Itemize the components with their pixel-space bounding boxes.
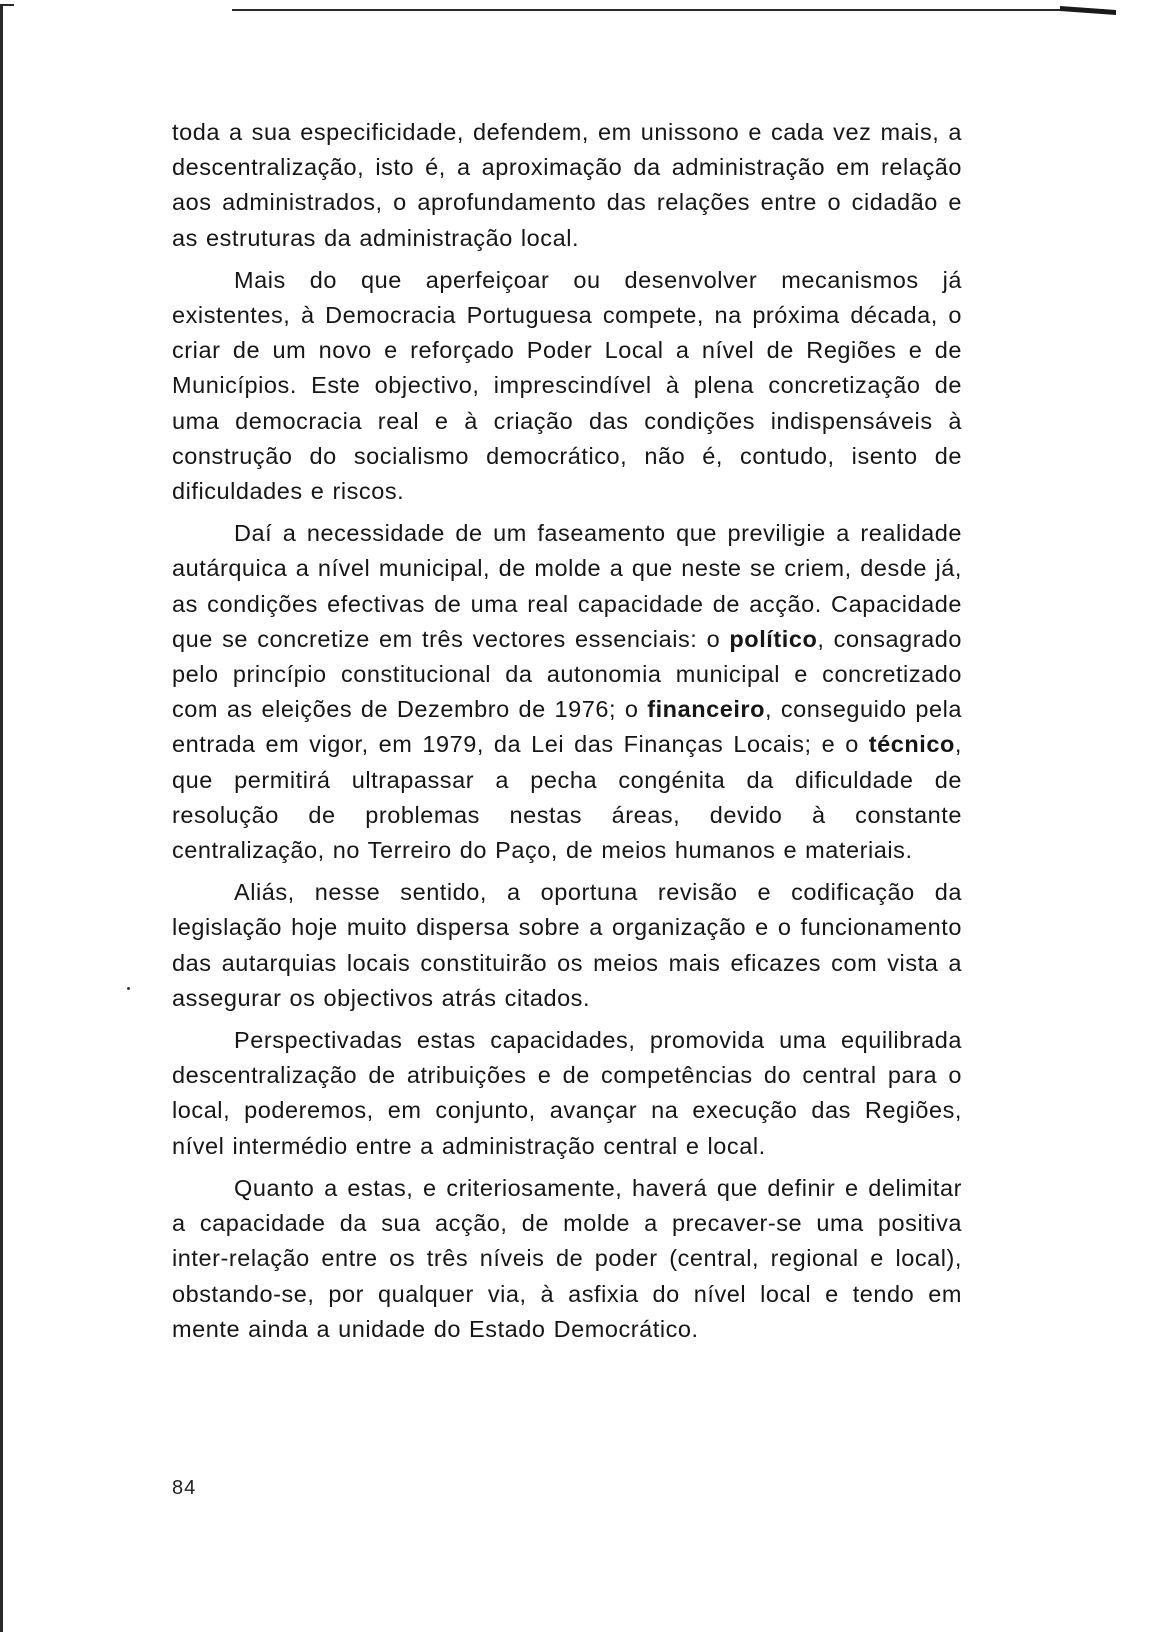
page-number: 84 — [172, 1477, 197, 1499]
paragraph-3 — [172, 516, 962, 868]
paragraph-5 — [172, 1023, 962, 1164]
paragraph-1 — [172, 115, 962, 256]
paragraph-3-text-part-2: , consagrado pelo princípio constitucional da autonomia municipal e concretizado com as eleições de Dezembro de 1976; o — [172, 625, 962, 723]
term-tecnico: técnico — [868, 731, 955, 758]
paragraph-1-text: toda a sua especificidade, defendem, em unissono e cada vez mais, a descentralização, isto é, a aproximação da administração em relação aos administrados, o aprofundamento das relações entre o cidadão e as estruturas da administração local. — [172, 119, 962, 251]
page-body — [172, 115, 962, 1354]
scan-speck — [127, 987, 130, 990]
paragraph-2 — [172, 263, 962, 509]
paragraph-3-text-part-4: , que permitirá ultrapassar a pecha congénita da dificuldade de resolução de problemas nestas áreas, devido à constante centralização, no Terreiro do Paço, de meios humanos e materiais. — [172, 731, 962, 864]
paragraph-3-text-part-3: , conseguido pela entrada em vigor, em 1979, da Lei das Finanças Locais; e o — [172, 696, 962, 758]
paragraph-4-text: Aliás, nesse sentido, a oportuna revisão e codificação da legislação hoje muito dispersa sobre a organização e o funcionamento das autarquias locais constituirão os meios mais eficazes com vista a assegurar os objectivos atrás citados. — [172, 879, 962, 1011]
scan-left-edge — [0, 4, 3, 1632]
term-financeiro: financeiro — [647, 696, 766, 723]
paragraph-6 — [172, 1171, 962, 1347]
scan-corner-mark — [0, 4, 14, 6]
paragraph-2-text: Mais do que aperfeiçoar ou desenvolver mecanismos já existentes, à Democracia Portuguesa compete, na próxima década, o criar de um novo e reforçado Poder Local a nível de Regiões e de Municípios. Este objectivo, imprescindível à plena concretização de uma democracia real e à criação das condições indispensáveis à construção do socialismo democrático, não é, contudo, isento de dificuldades e riscos. — [172, 266, 962, 505]
scan-top-rule — [232, 9, 1104, 11]
term-politico: político — [729, 625, 818, 652]
paragraph-5-text: Perspectivadas estas capacidades, promovida uma equilibrada descentralização de atribuições e de competências do central para o local, poderemos, em conjunto, avançar na execução das Regiões, nível intermédio entre a administração central e local. — [172, 1027, 962, 1159]
paragraph-3-text-part-1: Daí a necessidade de um faseamento que previligie a realidade autárquica a nível municipal, de molde a que neste se criem, desde já, as condições efectivas de uma real capacidade de acção. Capacidade que se concretize em três vectores essenciais: o — [172, 520, 962, 652]
paragraph-6-text: Quanto a estas, e criteriosamente, haverá que definir e delimitar a capacidade da sua acção, de molde a precaver-se uma positiva inter-relação entre os três níveis de poder (central, regional e local), obstando-se, por qualquer via, à asfixia do nível local e tendo em mente ainda a unidade do Estado Democrático. — [172, 1174, 962, 1342]
scan-top-rule-end — [1060, 6, 1116, 15]
paragraph-4 — [172, 875, 962, 1016]
